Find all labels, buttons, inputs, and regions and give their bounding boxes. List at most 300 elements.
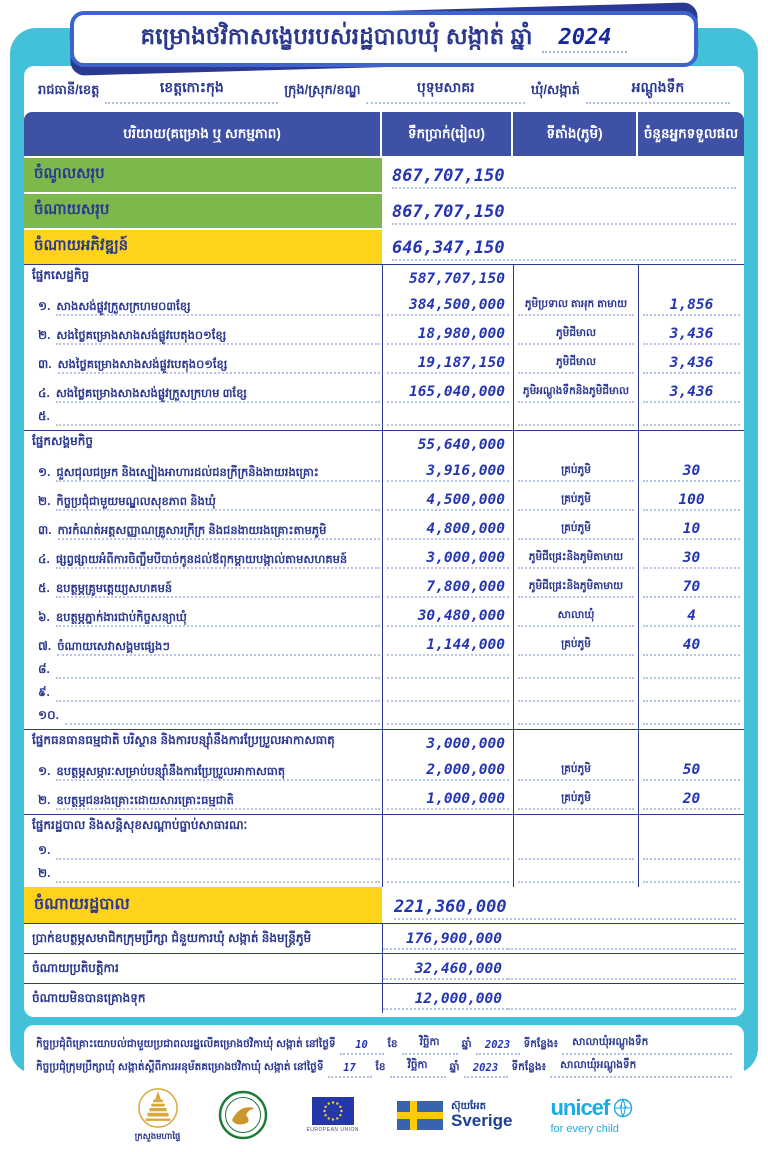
item-beneficiaries-cell: [638, 457, 744, 486]
footer-amount-value: 176,900,000: [405, 931, 502, 947]
note-place-label: ទីកន្លែង៖: [523, 1038, 559, 1050]
item-beneficiaries: 20: [682, 791, 701, 807]
item-amount-cell: [382, 515, 513, 544]
item-location-line: [518, 857, 634, 860]
item-amount: 384,500,000: [408, 297, 505, 313]
title-banner: [70, 11, 698, 67]
item-amount-cell: [382, 291, 513, 320]
footer-row: [24, 953, 744, 983]
item-label: សងថ្លៃគម្រោងសាងសង់ផ្លូវបេតុង០១ខ្សែ: [57, 358, 228, 371]
unicef-globe-icon: [613, 1098, 633, 1118]
item-location-cell: [513, 683, 638, 706]
item-beneficiaries: 30: [682, 463, 701, 479]
item-amount-cell: [382, 683, 513, 706]
section-header-row: [24, 265, 744, 291]
item-beneficiaries-line: [643, 579, 740, 598]
note-place: សាលាឃុំអណ្តូងទឹក: [550, 1059, 732, 1078]
item-location: ភូមិអណ្តូងទឹកនិងភូមិជីមាល: [522, 385, 630, 397]
item-label-cell: [24, 785, 382, 814]
item-location-line: [518, 699, 634, 702]
item-label-cell: [24, 602, 382, 631]
summary-amount: [382, 158, 744, 192]
item-location-line: [518, 522, 634, 540]
item-beneficiaries: 10: [682, 521, 701, 537]
item-location-line: [518, 609, 634, 627]
ncdd-logo: [218, 1090, 268, 1140]
item-amount-line: [387, 676, 509, 679]
item-label-cell: [24, 631, 382, 660]
item-label-line: [56, 583, 380, 598]
item-amount: 1,000,000: [426, 791, 505, 807]
item-label-cell: [24, 407, 382, 430]
item-label: ចំណាយសេវាសង្គមផ្សេងៗ: [57, 640, 170, 653]
note-label: កិច្ចប្រជុំពិគ្រោះយោបល់ជាមួយប្រជាពលរដ្ឋលើគម្រោងថវិកាឃុំ សង្កាត់ នៅថ្ងៃទី: [36, 1038, 336, 1050]
item-label-line: [56, 676, 380, 679]
item-amount-line: [387, 722, 509, 725]
sweden-name: Sverige: [451, 1110, 513, 1130]
footer-label: ប្រាក់ឧបត្ថម្ភសមាជិកក្រុមប្រឹក្សា ជំនួយការឃុំ សង្កាត់ និងមន្ត្រីភូមិ: [32, 930, 312, 945]
item-amount-line: [387, 762, 509, 781]
item-label: សាងសង់ផ្លូវក្រួសក្រហម០៣ខ្សែ: [56, 300, 191, 313]
item-location: ភូមិជីផ្រេះនិងភូមិតាមាយ: [528, 580, 624, 592]
item-amount-line: [387, 699, 509, 702]
item-row: [24, 864, 744, 887]
item-beneficiaries-line: [643, 492, 740, 511]
item-beneficiaries-line: [643, 521, 740, 540]
item-beneficiaries-cell: [638, 573, 744, 602]
item-row: [24, 756, 744, 785]
item-label: ឧបត្ថម្ភសម្ភារៈសម្រាប់បន្ស៊ាំនឹងការប្រែប្រួលអាកាសធាតុ: [56, 765, 286, 778]
item-label-cell: [24, 320, 382, 349]
footer-label: ចំណាយមិនបានគ្រោងទុក: [32, 990, 146, 1005]
item-row: [24, 573, 744, 602]
item-row: [24, 515, 744, 544]
item-beneficiaries-cell: [638, 486, 744, 515]
province-label: រាជធានី/ខេត្ត: [38, 82, 100, 97]
item-beneficiaries: 3,436: [669, 384, 714, 400]
item-amount: 2,000,000: [426, 762, 505, 778]
item-location-line: [518, 385, 634, 403]
item-location: ភូមិប្រទាល តាអុក តាមាយ: [524, 298, 628, 310]
item-amount-line: [387, 579, 509, 598]
item-location: ភូមិជីមាល: [556, 356, 596, 368]
footer-amount-value: 32,460,000: [414, 961, 502, 977]
item-amount-line: [387, 521, 509, 540]
item-location-cell: [513, 486, 638, 515]
footer-amount-dots: [508, 947, 736, 950]
summary-amount-value: 867,707,150: [392, 202, 505, 222]
section-spacer: [638, 730, 744, 756]
item-amount-cell: [382, 378, 513, 407]
item-amount-line: [387, 355, 509, 374]
item-beneficiaries-cell: [638, 660, 744, 683]
ministry-of-interior-logo: [135, 1087, 181, 1144]
item-amount-cell: [382, 573, 513, 602]
footer-row: [24, 983, 744, 1013]
item-location-cell: [513, 660, 638, 683]
item-beneficiaries: 4: [687, 608, 696, 624]
item-amount-cell: [382, 486, 513, 515]
footer-amount-box: [383, 991, 508, 1010]
item-beneficiaries-line: [643, 297, 740, 316]
item-location: សាលាឃុំ: [557, 609, 595, 621]
note-month: វិច្ឆិកា: [390, 1059, 446, 1078]
note-year: 2023: [464, 1062, 508, 1078]
item-amount-cell: [382, 841, 513, 864]
item-label: ជួសជុលជម្រក និងស្បៀងអាហារដល់ជនក្រីក្រនិងងាយរងគ្រោះ: [56, 466, 319, 479]
section-spacer: [638, 265, 744, 291]
item-location-cell: [513, 378, 638, 407]
section-total-value: 55,640,000: [417, 437, 505, 453]
item-row: [24, 785, 744, 814]
item-amount-line: [387, 880, 509, 883]
budget-year: 2024: [542, 25, 627, 53]
summary-row: [24, 230, 744, 264]
footer-amount: [382, 954, 744, 983]
footer-amount: [382, 887, 744, 923]
item-number: ៣.: [38, 523, 52, 537]
note-month-label: ខែ: [375, 1061, 386, 1073]
summary-amount-value: 867,707,150: [392, 166, 505, 186]
item-label-cell: [24, 683, 382, 706]
section-name: ផ្នែករដ្ឋបាល និងសន្តិសុខសណ្តាប់ធ្នាប់សាធារណៈ: [32, 818, 248, 832]
item-location-cell: [513, 864, 638, 887]
item-beneficiaries-line: [643, 423, 740, 426]
section-spacer: [513, 815, 638, 841]
item-location-line: [518, 356, 634, 374]
item-row: [24, 457, 744, 486]
unicef-logo: [550, 1095, 633, 1135]
item-label: ឧបត្ថម្ភជនរងគ្រោះដោយសារគ្រោះធម្មជាតិ: [56, 794, 234, 807]
item-label: ឧបត្ថម្ភគ្រូមត្តេយ្យសហគមន៍: [55, 582, 173, 595]
summary-amount-line: [392, 166, 736, 189]
summary-amount-line: [392, 202, 736, 225]
item-number: ៤.: [38, 386, 50, 400]
budget-card: [24, 66, 744, 1017]
item-amount-cell: [382, 864, 513, 887]
note-line-consultation: [36, 1032, 732, 1055]
item-amount-cell: [382, 756, 513, 785]
footer-amount-value: 12,000,000: [414, 991, 502, 1007]
item-amount-line: [387, 463, 509, 482]
ncdd-seal-icon: [218, 1090, 268, 1140]
item-location-cell: [513, 631, 638, 660]
section-total: [382, 815, 513, 841]
item-location-line: [518, 880, 634, 883]
item-amount: 3,916,000: [426, 463, 505, 479]
item-amount-line: [387, 423, 509, 426]
item-label-line: [58, 525, 380, 540]
summary-row: [24, 158, 744, 192]
item-beneficiaries-cell: [638, 602, 744, 631]
item-label: ឧបត្ថម្ភភ្នាក់ងារជាប់កិច្ចសន្យាឃុំ: [55, 611, 187, 624]
item-label-line: [58, 359, 380, 374]
column-header: ទឹកប្រាក់(រៀល): [382, 112, 513, 156]
sweden-flag-icon: [397, 1101, 443, 1130]
item-beneficiaries-cell: [638, 320, 744, 349]
note-day: 10: [340, 1039, 384, 1055]
item-location-line: [518, 676, 634, 679]
item-label-cell: [24, 515, 382, 544]
column-header: បរិយាយ(គម្រោង ឬ សកម្មភាព): [24, 112, 382, 156]
item-label-cell: [24, 706, 382, 729]
footer-label: ចំណាយប្រតិបត្តិការ: [32, 960, 119, 975]
item-label-line: [56, 857, 380, 860]
note-place-label: ទីកន្លែង៖: [511, 1061, 547, 1073]
section-total: [382, 265, 513, 291]
item-location-cell: [513, 706, 638, 729]
item-number: ១.: [38, 843, 51, 857]
page-title: គម្រោងថវិកាសង្ខេបរបស់រដ្ឋបាលឃុំ សង្កាត់ ឆ្នាំ: [140, 22, 533, 49]
item-location-line: [518, 580, 634, 598]
item-beneficiaries: 50: [682, 762, 701, 778]
footer-label: ចំណាយរដ្ឋបាល: [24, 887, 382, 923]
item-location-cell: [513, 457, 638, 486]
item-label-cell: [24, 660, 382, 683]
item-beneficiaries-cell: [638, 683, 744, 706]
item-beneficiaries: 30: [682, 550, 701, 566]
unicef-wordmark: [550, 1095, 633, 1121]
budget-section: [24, 430, 744, 729]
item-amount-line: [387, 550, 509, 569]
item-label-line: [56, 612, 380, 627]
ministry-stupa-icon: [137, 1087, 179, 1129]
item-label-line: [56, 423, 380, 426]
unicef-name: unicef: [550, 1095, 610, 1120]
item-beneficiaries-line: [643, 880, 740, 883]
item-label-cell: [24, 573, 382, 602]
item-beneficiaries-line: [643, 857, 740, 860]
item-number: ២.: [38, 793, 51, 807]
summary-amount: [382, 230, 744, 264]
item-amount-line: [387, 326, 509, 345]
item-label-cell: [24, 756, 382, 785]
footer-row: [24, 887, 744, 923]
commune-label: ឃុំ/សង្កាត់: [530, 82, 580, 97]
footer-amount-line: [394, 897, 736, 920]
footer-amount: [382, 924, 744, 953]
item-beneficiaries-line: [643, 355, 740, 374]
item-label-line: [56, 699, 380, 702]
item-row: [24, 660, 744, 683]
item-row: [24, 349, 744, 378]
item-location-cell: [513, 291, 638, 320]
item-location-line: [518, 763, 634, 781]
item-number: ៤.: [38, 552, 50, 566]
sweden-khmer-label: ស៊ុយអែត: [451, 1100, 486, 1112]
item-label-line: [57, 641, 380, 656]
item-beneficiaries-cell: [638, 841, 744, 864]
note-month-label: ខែ: [387, 1038, 398, 1050]
item-label: សងថ្លៃគម្រោងសាងសង់ផ្លូវបេតុង០១ខ្សែ: [56, 329, 227, 342]
sweden-logo: [397, 1101, 512, 1130]
item-beneficiaries-cell: [638, 785, 744, 814]
item-beneficiaries-line: [643, 637, 740, 656]
item-beneficiaries: 3,436: [669, 326, 714, 342]
item-row: [24, 378, 744, 407]
ministry-caption: ក្រសួងមហាផ្ទៃ: [134, 1130, 181, 1141]
note-line-approval: [36, 1055, 732, 1078]
item-row: [24, 407, 744, 430]
summary-label: ចំណាយសរុប: [24, 194, 382, 228]
item-label-cell: [24, 349, 382, 378]
item-label-line: [56, 467, 380, 482]
item-number: ៥.: [38, 581, 50, 595]
item-amount: 30,480,000: [417, 608, 505, 624]
item-beneficiaries-line: [643, 699, 740, 702]
item-location-line: [518, 298, 634, 316]
section-spacer: [513, 431, 638, 457]
footer-amount-value: 221,360,000: [394, 897, 507, 917]
item-label-cell: [24, 486, 382, 515]
item-row: [24, 320, 744, 349]
item-location-cell: [513, 515, 638, 544]
item-number: ៧.: [38, 639, 52, 653]
item-number: ២.: [38, 328, 51, 342]
section-header-row: [24, 431, 744, 457]
summary-amount-value: 646,347,150: [392, 238, 505, 258]
eu-logo: [306, 1097, 359, 1133]
item-row: [24, 291, 744, 320]
note-month: វិច្ឆិកា: [402, 1036, 458, 1055]
item-amount: 19,187,150: [417, 355, 505, 371]
item-label-cell: [24, 291, 382, 320]
footer-amount: [382, 984, 744, 1013]
item-label-line: [56, 330, 380, 345]
title-banner-panel: [70, 11, 698, 67]
item-beneficiaries: 3,436: [669, 355, 714, 371]
item-label-line: [56, 880, 380, 883]
item-number: ៨.: [38, 662, 50, 676]
item-number: ៦.: [38, 610, 50, 624]
column-header: ចំនួនអ្នកទទួលផល: [638, 112, 744, 156]
item-location-line: [518, 493, 634, 511]
item-number: ៩.: [38, 685, 50, 699]
section-name: ផ្នែកសង្គមកិច្ច: [32, 434, 93, 448]
item-number: ៣.: [38, 357, 52, 371]
section-total: [382, 431, 513, 457]
item-label-line: [65, 722, 380, 725]
item-amount-cell: [382, 631, 513, 660]
item-number: ៥.: [38, 409, 50, 423]
item-beneficiaries-cell: [638, 515, 744, 544]
item-number: ២.: [38, 494, 51, 508]
item-beneficiaries-cell: [638, 544, 744, 573]
item-amount-line: [387, 857, 509, 860]
item-beneficiaries-cell: [638, 706, 744, 729]
item-row: [24, 486, 744, 515]
summary-label: ចំណូលសរុប: [24, 158, 382, 192]
eu-caption: EUROPEAN UNION: [306, 1127, 360, 1133]
item-amount-cell: [382, 544, 513, 573]
table-header-row: [24, 112, 744, 156]
item-label-line: [56, 795, 380, 810]
item-beneficiaries: 1,856: [669, 297, 714, 313]
footer-amount-box: [383, 931, 508, 950]
item-location-line: [518, 638, 634, 656]
footer-row: [24, 923, 744, 953]
column-header: ទីតាំង(ភូមិ): [513, 112, 638, 156]
item-location-line: [518, 722, 634, 725]
item-amount-line: [387, 608, 509, 627]
note-day: 17: [328, 1062, 372, 1078]
item-number: ១.: [38, 299, 51, 313]
item-amount: 3,000,000: [426, 550, 505, 566]
item-label-cell: [24, 378, 382, 407]
item-location: គ្រប់ភូមិ: [561, 638, 591, 650]
item-beneficiaries-cell: [638, 378, 744, 407]
district-value: បុទុមសាគរ: [366, 78, 524, 104]
note-place: សាលាឃុំអណ្តូងទឹក: [562, 1036, 732, 1055]
item-amount: 7,800,000: [426, 579, 505, 595]
section-header-row: [24, 730, 744, 756]
item-row: [24, 544, 744, 573]
province-value: ខេត្តកោះកុង: [105, 78, 278, 104]
item-amount: 4,500,000: [426, 492, 505, 508]
footer-amount-box: [383, 961, 508, 980]
section-spacer: [513, 265, 638, 291]
budget-table: [24, 112, 744, 1013]
item-amount-line: [387, 297, 509, 316]
item-amount-cell: [382, 349, 513, 378]
item-location: គ្រប់ភូមិ: [561, 522, 591, 534]
item-location-line: [518, 551, 634, 569]
item-beneficiaries-line: [643, 762, 740, 781]
item-amount-cell: [382, 660, 513, 683]
item-location-line: [518, 792, 634, 810]
note-year-label: ឆ្នាំ: [461, 1038, 472, 1050]
summary-label: ចំណាយអភិវឌ្ឍន៍: [24, 230, 382, 264]
note-year: 2023: [476, 1039, 520, 1055]
item-beneficiaries-cell: [638, 864, 744, 887]
item-row: [24, 602, 744, 631]
section-total-value: 3,000,000: [426, 736, 505, 752]
item-amount-cell: [382, 706, 513, 729]
item-amount-line: [387, 637, 509, 656]
item-location-cell: [513, 407, 638, 430]
note-label: កិច្ចប្រជុំក្រុមប្រឹក្សាឃុំ សង្កាត់ស្តីពីការអនុម័តគម្រោងថវិកាឃុំ សង្កាត់ នៅថ្ងៃទី: [36, 1061, 324, 1073]
item-label-cell: [24, 864, 382, 887]
section-spacer: [638, 815, 744, 841]
item-location-cell: [513, 544, 638, 573]
item-beneficiaries-line: [643, 676, 740, 679]
item-location-line: [518, 423, 634, 426]
item-location: គ្រប់ភូមិ: [561, 493, 591, 505]
item-amount-line: [387, 791, 509, 810]
item-location: គ្រប់ភូមិ: [561, 792, 591, 804]
item-beneficiaries-line: [643, 722, 740, 725]
item-row: [24, 683, 744, 706]
item-number: ២.: [38, 866, 51, 880]
item-amount-cell: [382, 602, 513, 631]
item-location: ភូមិជីផ្រេះនិងភូមិតាមាយ: [528, 551, 624, 563]
item-amount: 4,800,000: [426, 521, 505, 537]
section-total-value: 587,707,150: [408, 271, 505, 287]
item-beneficiaries: 70: [682, 579, 701, 595]
section-name: ផ្នែកធនធានធម្មជាតិ បរិស្ថាន និងការបន្ស៊ាំនឹងការប្រែប្រួលអាកាសធាតុ: [32, 733, 335, 747]
item-row: [24, 631, 744, 660]
item-location-cell: [513, 573, 638, 602]
item-beneficiaries-cell: [638, 407, 744, 430]
item-amount: 1,144,000: [426, 637, 505, 653]
item-beneficiaries: 100: [678, 492, 705, 508]
meeting-notes: [24, 1025, 744, 1084]
item-location-cell: [513, 841, 638, 864]
item-label-line: [56, 554, 380, 569]
item-label-line: [56, 388, 380, 403]
item-beneficiaries-line: [643, 608, 740, 627]
item-location-line: [518, 464, 634, 482]
